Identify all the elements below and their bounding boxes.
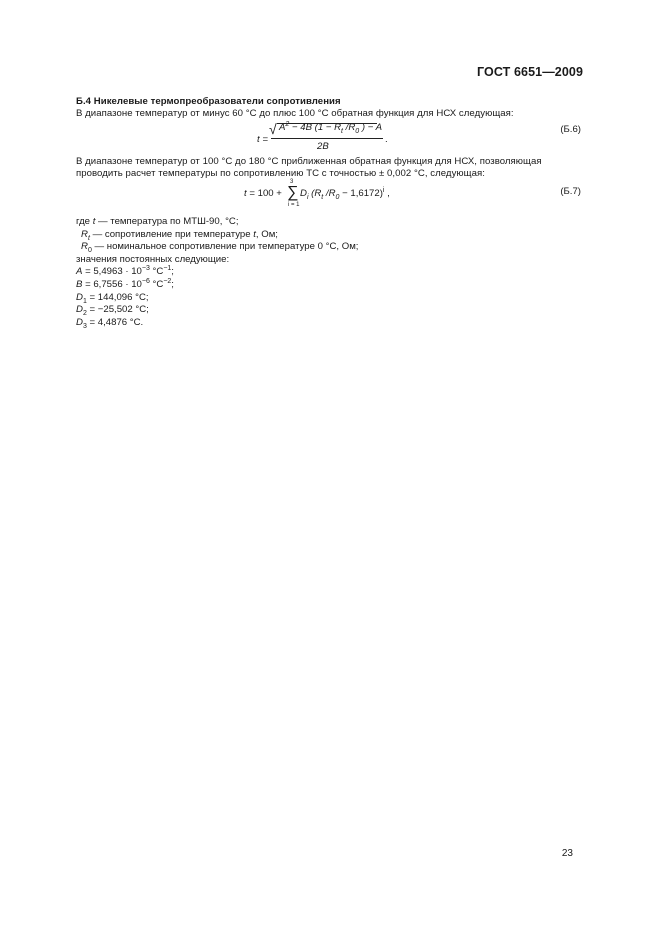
sum-lower-limit: i = 1 (288, 202, 300, 208)
formula-b6 (257, 122, 397, 156)
const-d2: $D_2 = -25,502$ °С; (76, 304, 149, 318)
paragraph-range-2-text: В диапазоне температур от 100 °С до 180 °С приближенная обратная функция для НСХ, позволяющая проводить расчет температуры по сопротивлению ТС с точностью ± 0,002 °С, следующая: (76, 156, 542, 179)
def-t-text: — температура по МТШ-90, °С; (98, 216, 239, 227)
def-t: где t — температура по МТШ-90, °С; (76, 216, 239, 227)
def-r0-text: — номинальное сопротивление при температуре 0 °С, Ом; (94, 241, 359, 253)
def-r0: $R_0$ — номинальное сопротивление при температуре 0 °С, Ом; (81, 241, 359, 255)
const-b: $B = 6,7556 \cdot 10^{-6}$ $^\circ С^{-2}$; (76, 277, 174, 290)
const-b-value: = 6,7556 · 10 (85, 278, 142, 290)
const-a-unit: °С (149, 266, 164, 278)
def-rt-tail: , Ом; (255, 228, 278, 240)
def-rt-text: — сопротивление при температуре (92, 228, 251, 240)
formula-b7-body: $D_i$ ($R_t$ $/R_0 - 1,6172)^i$ , (300, 186, 390, 201)
sum-upper-limit: 3 (290, 179, 294, 185)
page-number: 23 (561, 848, 573, 859)
formula-b7 (244, 179, 404, 214)
const-a: $A = 5,4963 \cdot 10^{-3}$ $^\circ С^{-1}$; (76, 265, 174, 278)
const-a-unit-exp: −1 (163, 265, 172, 273)
const-d2-value: = −25,502 °С; (89, 304, 149, 316)
paragraph-range-1: В диапазоне температур от минус 60 °С до плюс 100 °С обратная функция для НСХ следующая: (76, 108, 514, 119)
section-title: Б.4 Никелевые термопреобразователи сопротивления (76, 96, 341, 107)
const-d1: $D_1 = 144,096$ °С; (76, 291, 149, 305)
const-d3-value: = 4,4876 °С. (89, 316, 144, 328)
const-b-exp: −6 (141, 277, 150, 285)
paragraph-range-2 (76, 156, 581, 180)
sum-sign: ∑ (287, 184, 299, 201)
formula-b6-numerator: $A^2 - 4B$ ($1 - R_t$ $/R_0$ ) − A (279, 120, 383, 135)
fraction-bar (271, 138, 383, 139)
const-d1-value: = 144,096 °С; (89, 291, 149, 303)
formula-b6-lhs: t = (257, 134, 268, 145)
formula-b6-number: (Б.6) (560, 124, 581, 135)
standard-header: ГОСТ 6651—2009 (477, 65, 583, 79)
const-a-exp: −3 (141, 265, 150, 273)
definitions-block (76, 216, 358, 329)
sqrt-sign: √ (269, 121, 277, 137)
const-a-value: = 5,4963 · 10 (85, 266, 142, 278)
formula-b7-lhs: t = 100 + (244, 188, 282, 199)
constants-intro: значения постоянных следующие: (76, 253, 230, 265)
formula-b7-number: (Б.7) (560, 186, 581, 197)
formula-b6-period: . (385, 134, 388, 145)
def-rt: $R_t$ — сопротивление при температуре t, Ом; (81, 228, 278, 242)
const-b-unit-exp: −2 (163, 277, 172, 285)
const-b-unit: °С (149, 278, 164, 290)
const-d3: $D_3 = 4,4876$ °С. (76, 316, 144, 330)
def-prefix: где (76, 216, 91, 227)
formula-b6-denominator: 2B (317, 141, 329, 152)
